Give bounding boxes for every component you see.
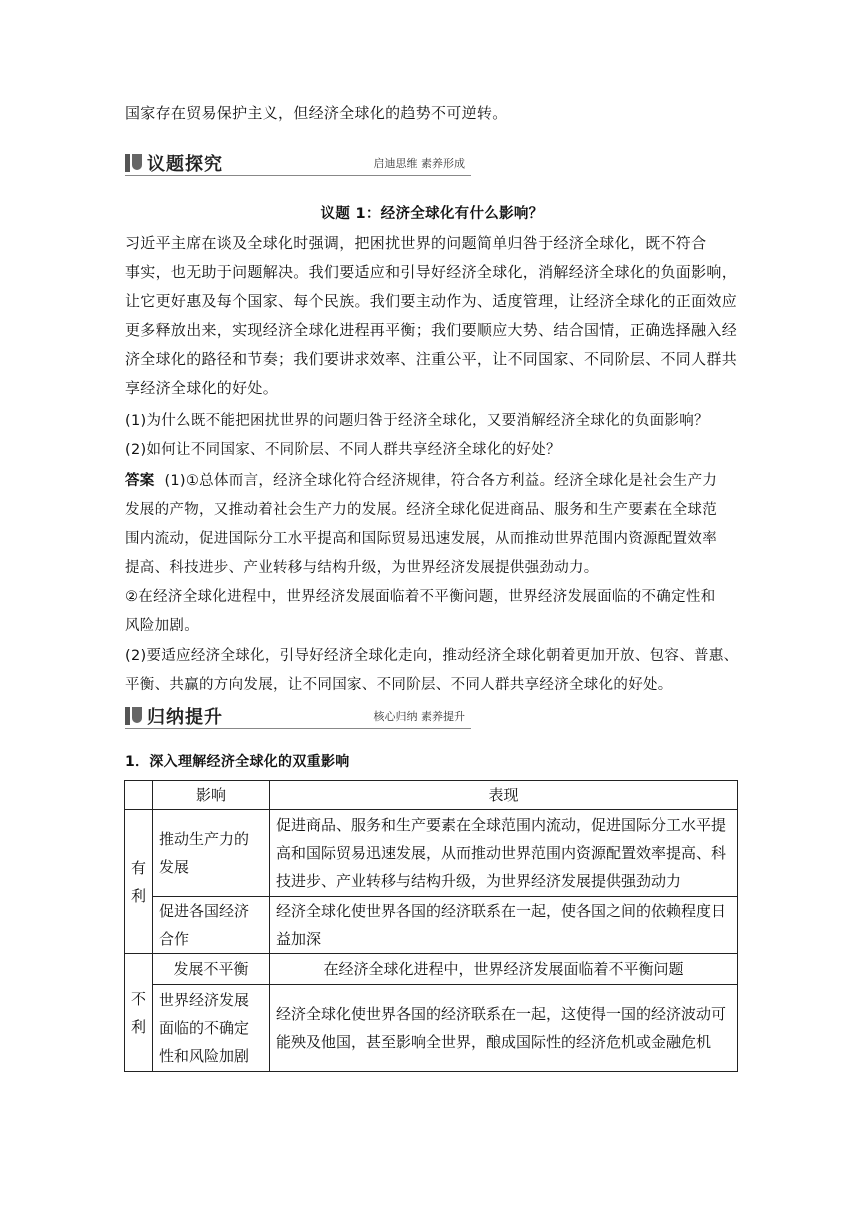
section-header-summary (125, 703, 471, 729)
impact-cell: 促进各国经济合作 (153, 897, 270, 954)
material-line-5: 济全球化的路径和节奏；我们要讲求效率、注重公平，让不同国家、不同阶层、不同人群共 (125, 350, 738, 368)
detail-cell: 在经济全球化进程中，世界经济发展面临着不平衡问题 (270, 954, 738, 985)
answer-text: (1)①总体而言，经济全球化符合经济规律，符合各方利益。经济全球化是社会生产力 (164, 473, 718, 489)
intro-line: 国家存在贸易保护主义，但经济全球化的趋势不可逆转。 (125, 104, 508, 122)
section-bar-icon (125, 154, 130, 172)
material-line-3: 让它更好惠及每个国家、每个民族。我们要主动作为、适度管理，让经济全球化的正面效应 (125, 292, 738, 310)
section-header-explore (125, 150, 471, 176)
section-divider (125, 175, 471, 176)
table-header-impact: 影响 (153, 781, 270, 810)
question-2: (2)如何让不同国家、不同阶层、不同人群共享经济全球化的好处？ (125, 442, 561, 458)
section-subtitle: 核心归纳 素养提升 (373, 710, 465, 723)
detail-cell: 经济全球化使世界各国的经济联系在一起，这使得一国的经济波动可能殃及他国，甚至影响全世界，酿成国际性的经济危机或金融危机 (270, 985, 738, 1072)
detail-cell: 促进商品、服务和生产要素在全球范围内流动，促进国际分工水平提高和国际贸易迅速发展，从而推动世界范围内资源配置效率提高、科技进步、产业转移与结构升级，为世界经济发展提供强劲动力 (270, 810, 738, 897)
section-divider (125, 728, 471, 729)
section-pin-icon (132, 154, 142, 170)
question-1: (1)为什么既不能把困扰世界的问题归咎于经济全球化，又要消解经济全球化的负面影响？ (125, 413, 709, 429)
answer-line-7: (2)要适应经济全球化，引导好经济全球化走向，推动经济全球化朝着更加开放、包容、普惠、 (125, 648, 739, 664)
detail-cell: 经济全球化使世界各国的经济联系在一起，使各国之间的依赖程度日益加深 (270, 897, 738, 954)
section-title: 归纳提升 (147, 707, 223, 728)
section-title: 议题探究 (147, 154, 223, 175)
impact-cell: 推动生产力的发展 (153, 810, 270, 897)
table-row (125, 954, 738, 985)
table-row (125, 897, 738, 954)
section-bar-icon (125, 707, 130, 725)
impact-cell: 发展不平衡 (153, 954, 270, 985)
answer-line-3: 围内流动，促进国际分工水平提高和国际贸易迅速发展，从而推动世界范围内资源配置效率 (125, 531, 717, 547)
table-header-detail: 表现 (270, 781, 738, 810)
table-corner-cell (125, 781, 153, 810)
impact-cell: 世界经济发展面临的不确定性和风险加剧 (153, 985, 270, 1072)
material-line-4: 更多释放出来，实现经济全球化进程再平衡；我们要顺应大势、结合国情，正确选择融入经 (125, 321, 738, 339)
table-row (125, 985, 738, 1072)
summary-title: 1．深入理解经济全球化的双重影响 (125, 754, 350, 770)
answer-line-6: 风险加剧。 (125, 618, 199, 634)
answer-line-2: 发展的产物，又推动着社会生产力的发展。经济全球化促进商品、服务和生产要素在全球范 (125, 502, 717, 518)
material-line-1: 习近平主席在谈及全球化时强调，把困扰世界的问题简单归咎于经济全球化，既不符合 (125, 234, 707, 252)
answer-line-5: ②在经济全球化进程中，世界经济发展面临着不平衡问题，世界经济发展面临的不确定性和 (125, 589, 716, 605)
answer-line-4: 提高、科技进步、产业转移与结构升级，为世界经济发展提供强劲动力。 (125, 560, 599, 576)
answer-label: 答案 (125, 473, 155, 489)
material-line-2: 事实，也无助于问题解决。我们要适应和引导好经济全球化，消解经济全球化的负面影响， (125, 263, 738, 281)
material-line-6: 享经济全球化的好处。 (125, 379, 279, 397)
group-positive: 有利 (125, 810, 153, 954)
group-negative: 不利 (125, 954, 153, 1072)
topic-title: 议题 1：经济全球化有什么影响？ (320, 206, 544, 222)
table-header-row (125, 781, 738, 810)
answer-first-line (125, 471, 745, 491)
table-row (125, 810, 738, 897)
section-subtitle: 启迪思维 素养形成 (373, 157, 465, 170)
answer-line-8: 平衡、共赢的方向发展，让不同国家、不同阶层、不同人群共享经济全球化的好处。 (125, 677, 673, 693)
impact-table (124, 780, 738, 1072)
section-pin-icon (132, 707, 142, 723)
